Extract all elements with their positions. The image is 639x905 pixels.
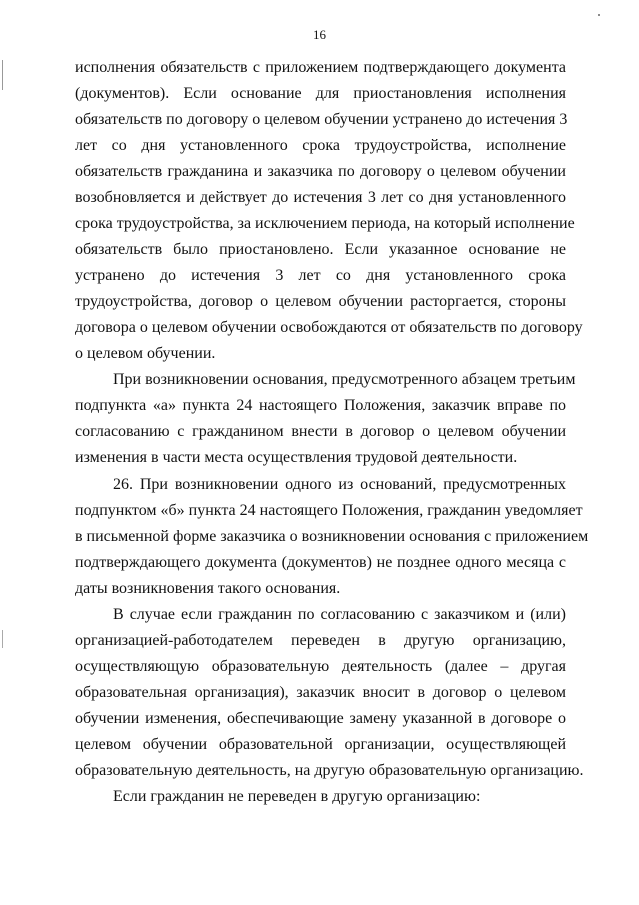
text-line: обязательств гражданина и заказчика по договору о целевом обучении	[75, 163, 566, 181]
text-line: устранено до истечения 3 лет со дня установленного срока	[75, 267, 566, 285]
paragraph	[75, 367, 576, 471]
scan-speck	[2, 60, 3, 90]
text-line: о целевом обучении.	[75, 345, 216, 363]
paragraph	[75, 784, 566, 810]
text-line: При возникновении основания, предусмотренного абзацем третьим	[113, 371, 576, 389]
text-line: подтверждающего документа (документов) не позднее одного месяца с	[75, 553, 566, 571]
paragraph	[75, 472, 589, 602]
text-line: (документов). Если основание для приостановления исполнения	[75, 85, 566, 103]
text-line: образовательную деятельность, на другую образовательную организацию.	[75, 761, 584, 779]
paragraph	[75, 602, 584, 784]
scan-speck	[598, 14, 600, 16]
text-line: подпункта «а» пункта 24 настоящего Положения, заказчик вправе по	[75, 397, 566, 415]
text-line: даты возникновения такого основания.	[75, 579, 341, 597]
text-line: обучении изменения, обеспечивающие замену указанной в договоре о	[75, 709, 566, 727]
text-line: возобновляется и действует до истечения 3 лет со дня установленного	[75, 189, 566, 207]
scan-speck	[2, 630, 3, 648]
text-line: образовательная организация), заказчик вносит в договор о целевом	[75, 683, 566, 701]
text-line: договора о целевом обучении освобождаются от обязательств по договору	[75, 319, 583, 337]
text-line: 26. При возникновении одного из оснований, предусмотренных	[113, 475, 566, 493]
document-body	[75, 55, 589, 810]
text-line: согласованию с гражданином внести в договор о целевом обучении	[75, 423, 566, 441]
text-line: Если гражданин не переведен в другую организацию:	[113, 787, 481, 805]
paragraph	[75, 55, 583, 367]
page-number: 16	[313, 27, 326, 42]
text-line: лет со дня установленного срока трудоустройства, исполнение	[75, 137, 566, 155]
text-line: исполнения обязательств с приложением подтверждающего документа	[75, 59, 566, 76]
text-line: обязательств по договору о целевом обучении устранено до истечения 3	[75, 111, 568, 129]
text-line: обязательств было приостановлено. Если указанное основание не	[75, 241, 566, 259]
text-line: трудоустройства, договор о целевом обучении расторгается, стороны	[75, 293, 566, 311]
text-line: организацией-работодателем переведен в другую организацию,	[75, 631, 566, 649]
text-line: срока трудоустройства, за исключением периода, на который исполнение	[75, 215, 575, 233]
text-line: целевом обучении образовательной организации, осуществляющей	[75, 735, 566, 753]
text-line: В случае если гражданин по согласованию с заказчиком и (или)	[113, 605, 566, 623]
text-line: изменения в части места осуществления трудовой деятельности.	[75, 449, 518, 467]
text-line: осуществляющую образовательную деятельность (далее – другая	[75, 657, 566, 675]
text-line: подпунктом «б» пункта 24 настоящего Положения, гражданин уведомляет	[75, 501, 583, 519]
text-line: в письменной форме заказчика о возникновении основания с приложением	[75, 527, 589, 545]
